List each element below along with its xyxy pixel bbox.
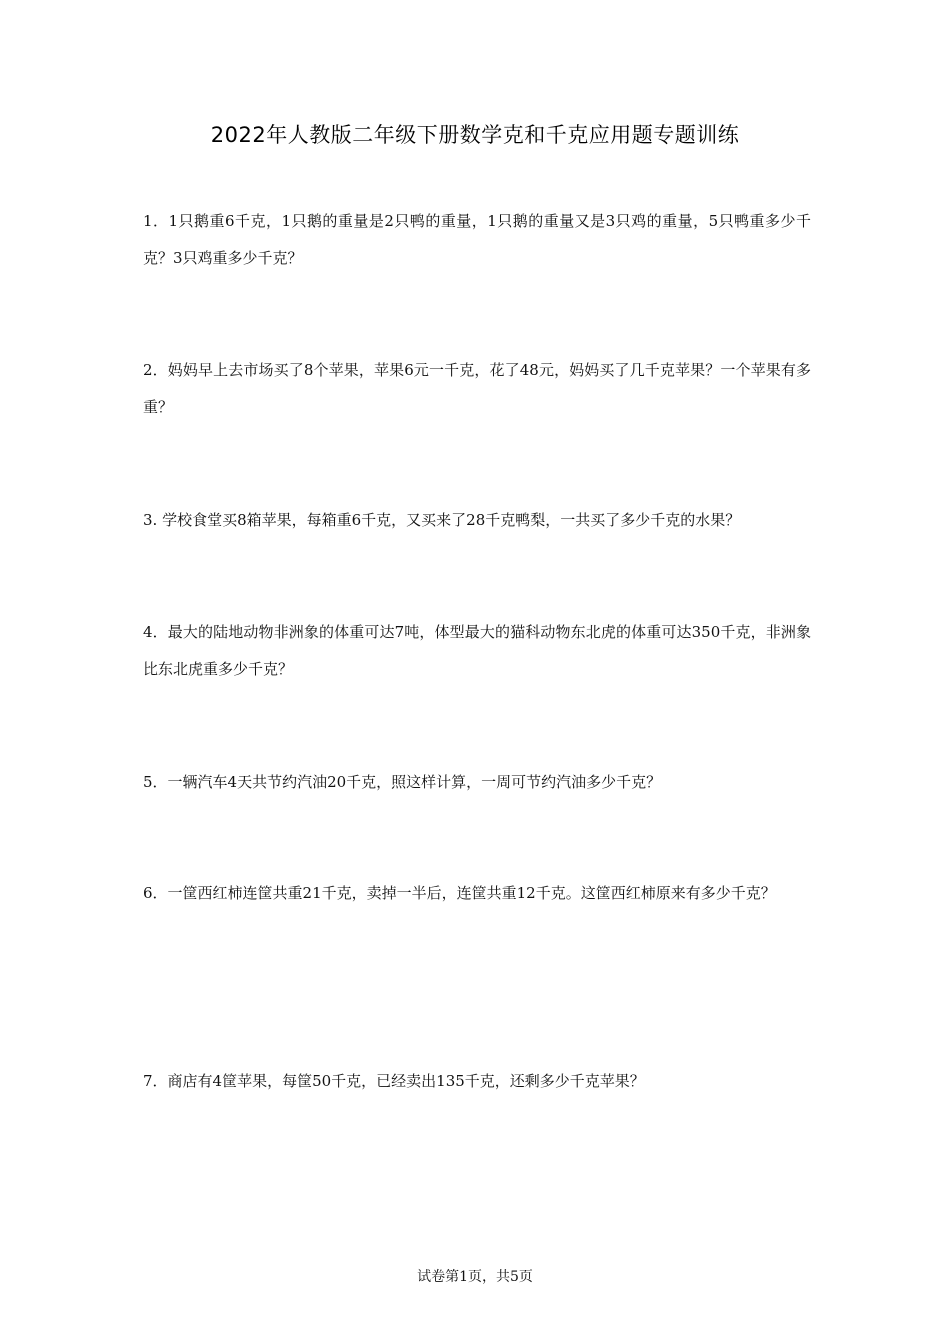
question-2: 2．妈妈早上去市场买了8个苹果，苹果6元一千克，花了48元，妈妈买了几千克苹果？一个苹果有多重？ — [143, 361, 811, 416]
question-5: 5．一辆汽车4天共节约汽油20千克，照这样计算，一周可节约汽油多少千克？ — [143, 773, 662, 791]
question-3: 3. 学校食堂买8箱苹果，每箱重6千克，又买来了28千克鸭梨，一共买了多少千克的水果？ — [143, 511, 741, 529]
question-6: 6．一筐西红柿连筐共重21千克，卖掉一半后，连筐共重12千克。这筐西红柿原来有多少千克？ — [143, 884, 776, 902]
question-4: 4．最大的陆地动物非洲象的体重可达7吨，体型最大的猫科动物东北虎的体重可达350千克，非洲象比东北虎重多少千克？ — [143, 623, 811, 678]
question-7: 7．商店有4筐苹果，每筐50千克，已经卖出135千克，还剩多少千克苹果？ — [143, 1072, 645, 1090]
question-1: 1．1只鹅重6千克，1只鹅的重量是2只鸭的重量，1只鹅的重量又是3只鸡的重量，5只鸭重多少千克？3只鸡重多少千克？ — [143, 212, 811, 267]
page-title: 2022年人教版二年级下册数学克和千克应用题专题训练 — [210, 123, 740, 147]
page-footer: 试卷第1页，共5页 — [417, 1269, 533, 1285]
